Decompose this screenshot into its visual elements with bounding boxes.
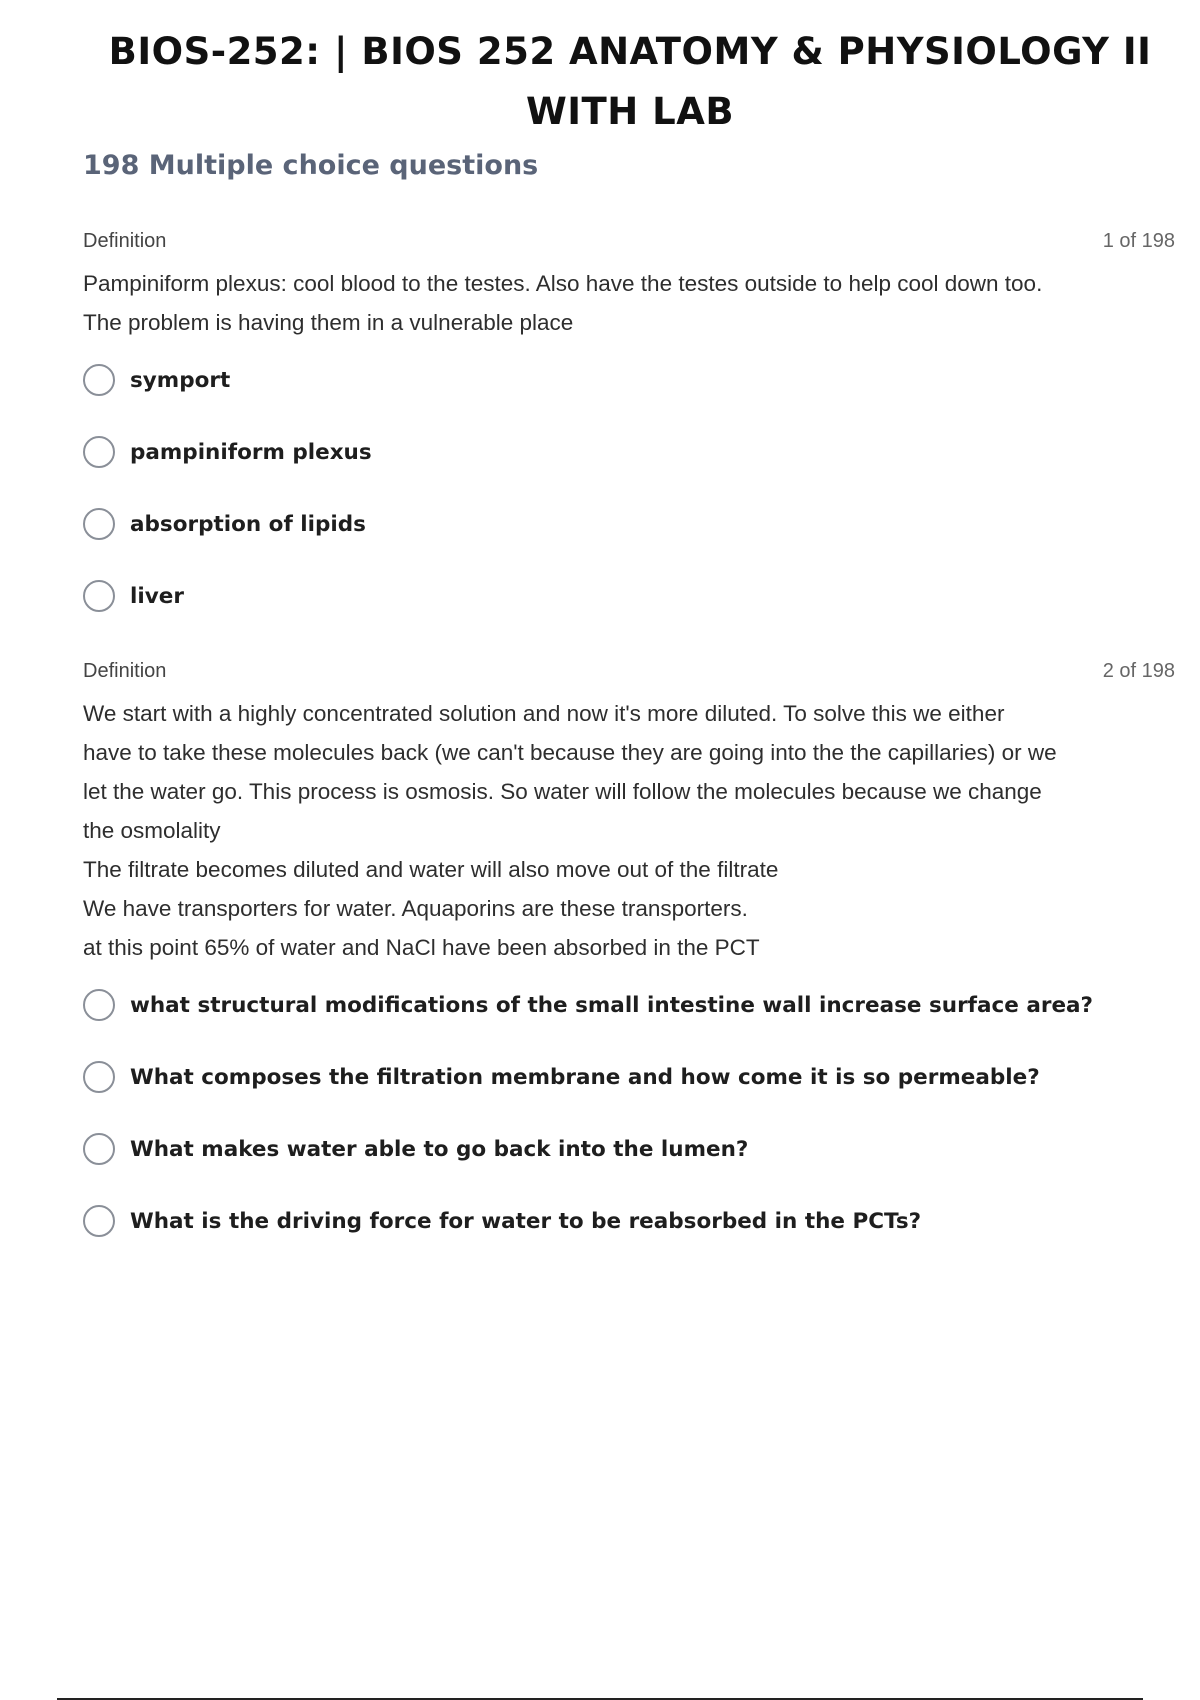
- question-card-2: [83, 656, 1175, 1275]
- prompt-line: The problem is having them in a vulnerable place: [83, 310, 574, 335]
- prompt-line: let the water go. This process is osmosis. So water will follow the molecules because we change: [83, 779, 1042, 804]
- answer-option-label[interactable]: pampiniform plexus: [130, 439, 372, 465]
- prompt-line: Pampiniform plexus: cool blood to the testes. Also have the testes outside to help cool down too.: [83, 271, 1043, 296]
- question-type-label: Definition: [83, 659, 167, 682]
- answer-option-water-back-into-lumen[interactable]: [83, 1131, 1175, 1167]
- question-card-1: [83, 226, 1175, 650]
- prompt-line: have to take these molecules back (we can't because they are going into the the capillaries) or we: [83, 740, 1057, 765]
- prompt-line: The filtrate becomes diluted and water will also move out of the filtrate: [83, 857, 779, 882]
- answer-option-label[interactable]: What is the driving force for water to be reabsorbed in the PCTs?: [130, 1208, 922, 1234]
- answer-option-label[interactable]: What makes water able to go back into the lumen?: [130, 1136, 749, 1162]
- answer-option-label[interactable]: symport: [130, 367, 231, 393]
- document-title: BIOS-252: | BIOS 252 ANATOMY & PHYSIOLOGY II WITH LAB: [108, 30, 1152, 133]
- question-header: [83, 226, 1175, 256]
- answer-option-label[interactable]: what structural modifications of the small intestine wall increase surface area?: [130, 992, 1094, 1018]
- question-count-heading: 198 Multiple choice questions: [83, 150, 539, 181]
- answer-option-small-intestine-modifications[interactable]: [83, 987, 1175, 1023]
- answer-options: [83, 987, 1175, 1239]
- answer-option-liver[interactable]: [83, 578, 1175, 614]
- answer-option-label[interactable]: liver: [130, 583, 184, 609]
- radio-button-icon[interactable]: [83, 989, 115, 1021]
- question-prompt: [83, 694, 1175, 967]
- radio-button-icon[interactable]: [83, 436, 115, 468]
- prompt-line: the osmolality: [83, 818, 221, 843]
- radio-button-icon[interactable]: [83, 580, 115, 612]
- radio-button-icon[interactable]: [83, 508, 115, 540]
- answer-option-filtration-membrane[interactable]: [83, 1059, 1175, 1095]
- answer-option-pampiniform-plexus[interactable]: [83, 434, 1175, 470]
- radio-button-icon[interactable]: [83, 1061, 115, 1093]
- answer-option-symport[interactable]: [83, 362, 1175, 398]
- prompt-line: We start with a highly concentrated solution and now it's more diluted. To solve this we either: [83, 701, 1005, 726]
- question-counter: 2 of 198: [1102, 659, 1175, 682]
- question-header: [83, 656, 1175, 686]
- radio-button-icon[interactable]: [83, 364, 115, 396]
- radio-button-icon[interactable]: [83, 1133, 115, 1165]
- answer-option-label[interactable]: absorption of lipids: [130, 511, 366, 537]
- radio-button-icon[interactable]: [83, 1205, 115, 1237]
- answer-option-label[interactable]: What composes the filtration membrane and how come it is so permeable?: [130, 1064, 1040, 1090]
- prompt-line: We have transporters for water. Aquaporins are these transporters.: [83, 896, 748, 921]
- question-type-label: Definition: [83, 229, 167, 252]
- question-counter: 1 of 198: [1102, 229, 1175, 252]
- answer-option-driving-force-pct[interactable]: [83, 1203, 1175, 1239]
- prompt-line: at this point 65% of water and NaCl have been absorbed in the PCT: [83, 935, 760, 960]
- answer-option-absorption-of-lipids[interactable]: [83, 506, 1175, 542]
- answer-options: [83, 362, 1175, 614]
- question-prompt: [83, 264, 1175, 342]
